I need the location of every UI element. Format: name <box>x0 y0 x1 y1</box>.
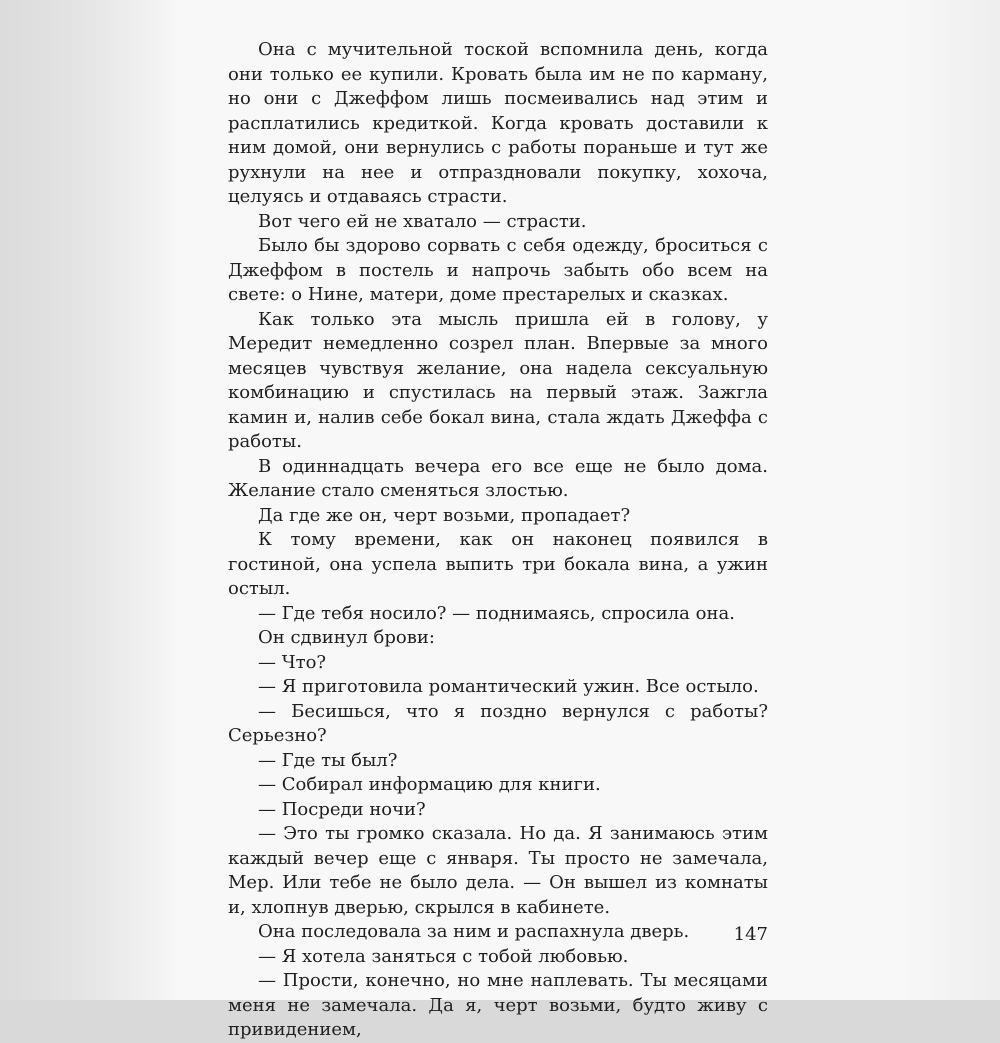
dialogue-line-10: — Прости, конечно, но мне наплевать. Ты месяцами меня не замечала. Да я, черт возьми, будто живу с привидением, <box>228 970 768 1040</box>
dialogue-line-9: — Я хотела заняться с тобой любовью. <box>258 945 629 967</box>
paragraph-2: Вот чего ей не хватало — страсти. <box>258 210 587 232</box>
paragraph-7: К тому времени, как он наконец появился в гостиной, она успела выпить три бокала вина, а ужин остыл. <box>228 529 768 599</box>
dialogue-line-7: — Посреди ночи? <box>258 798 426 820</box>
page-gutter-shadow <box>0 0 180 1000</box>
dialogue-line-1: — Где тебя носило? — поднимаясь, спросила она. <box>258 602 735 624</box>
dialogue-line-5: — Где ты был? <box>258 749 398 771</box>
paragraph-6: Да где же он, черт возьми, пропадает? <box>258 504 631 526</box>
dialogue-line-2: — Что? <box>258 651 327 673</box>
dialogue-line-6: — Собирал информацию для книги. <box>258 774 601 795</box>
paragraph-9: Он сдвинул брови: <box>258 627 435 648</box>
dialogue-line-4: — Бесишься, что я поздно вернулся с работы? Серьезно? <box>228 700 768 746</box>
paragraph-3: Было бы здорово сорвать с себя одежду, броситься с Джеффом в постель и напрочь забыть обо всем на свете: о Нине, матери, доме престарелых и сказках. <box>228 235 768 305</box>
dialogue-line-8: — Это ты громко сказала. Но да. Я занимаюсь этим каждый вечер еще с января. Ты просто не замечала, Мер. Или тебе не было дела. — Он вышел из комнаты и, хлопнув дверью, скрылся в кабинете. <box>228 823 768 918</box>
paragraph-4: Как только эта мысль пришла ей в голову, у Мередит немедленно созрел план. Впервые за много месяцев чувствуя желание, она надела сексуальную комбинацию и спустилась на первый этаж. Зажгла камин и, налив себе бокал вина, стала ждать Джеффа с работы. <box>228 308 768 452</box>
page-number: 147 <box>733 924 768 945</box>
paragraph-17: Она последовала за ним и распахнула дверь. <box>258 921 690 942</box>
paragraph-1: Она с мучительной тоской вспомнила день, когда они только ее купили. Кровать была им не по карману, но они с Джеффом лишь посмеивались над этим и расплатились кредиткой. Когда кровать доставили к ним домой, они вернулись с работы пораньше и тут же рухнули на нее и отпраздновали покупку, хохоча, целуясь и отдаваясь страсти. <box>228 39 768 207</box>
dialogue-line-3: — Я приготовила романтический ужин. Все остыло. <box>258 676 759 697</box>
body-text <box>228 38 768 1043</box>
paragraph-5: В одиннадцать вечера его все еще не было дома. Желание стало сменяться злостью. <box>228 455 768 501</box>
